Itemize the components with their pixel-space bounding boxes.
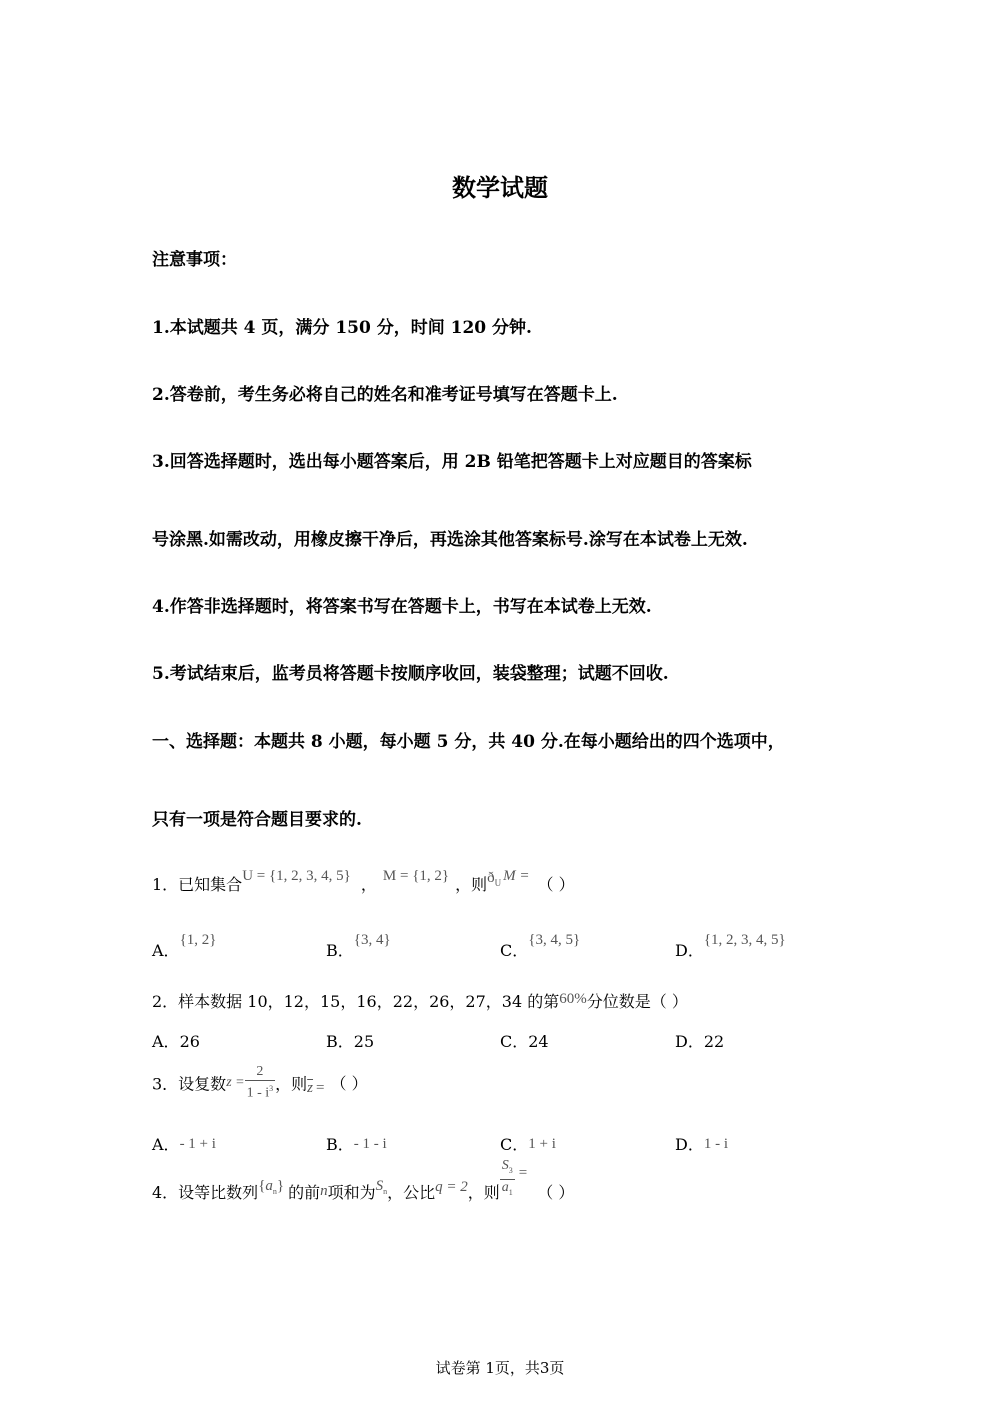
option-label: A． [152, 1135, 180, 1154]
q2-option-b [326, 1029, 374, 1052]
option-value: {1, 2} [179, 932, 217, 948]
option-value: 26 [179, 1032, 200, 1051]
denominator-base: 1 - i [246, 1085, 270, 1101]
option-label: C． [500, 1135, 529, 1154]
question-3-prefix: 3．设复数 [152, 1074, 227, 1094]
question-2-prefix: 2．样本数据 10，12，15，16，22，26，27，34 的第 [152, 992, 560, 1011]
z-conjugate: $\overline{z}$ [307, 1080, 314, 1097]
section-heading-cont: 只有一项是符合题目要求的. [152, 810, 362, 830]
complement-subscript: U [494, 878, 502, 888]
target-set: M = [503, 868, 530, 884]
option-value: 25 [353, 1032, 375, 1051]
fraction-denominator [245, 1081, 276, 1102]
set-m: M = {1, 2} [382, 868, 450, 884]
option-value: 22 [703, 1032, 725, 1051]
equals-sign: = [518, 1164, 528, 1181]
question-1 [152, 868, 575, 896]
q2-option-a [152, 1029, 200, 1052]
section-heading: 一、选择题：本题共 8 小题，每小题 5 分，共 40 分.在每小题给出的四个选项中， [152, 732, 785, 752]
option-label: B． [326, 941, 354, 960]
option-label: D． [675, 1032, 704, 1051]
question-2 [152, 989, 688, 1012]
denominator-exponent: 3 [269, 1084, 274, 1093]
fraction [245, 1064, 276, 1102]
percent-value: 60% [559, 991, 587, 1007]
fraction-numerator: 2 [245, 1064, 276, 1081]
option-value: - 1 - i [353, 1136, 387, 1152]
sum-symbol [375, 1178, 388, 1197]
option-value: 1 + i [528, 1136, 556, 1152]
question-1-prefix: 1．已知集合 [152, 875, 243, 894]
option-value: 1 - i [703, 1136, 729, 1152]
option-label: A． [152, 1032, 180, 1051]
notice-heading: 注意事项： [152, 250, 237, 270]
notice-item-3-cont: 号涂黑.如需改动，用橡皮擦干净后，再选涂其他答案标号.涂写在本试卷上无效. [152, 530, 748, 550]
q3-option-c [500, 1132, 556, 1155]
notice-item-1: 1.本试题共 4 页，满分 150 分，时间 120 分钟. [152, 318, 532, 338]
page-footer: 试卷第 1页，共3页 [435, 1359, 565, 1377]
n-variable: n [320, 1182, 328, 1199]
notice-item-2: 2.答卷前，考生务必将自己的姓名和准考证号填写在答题卡上. [152, 385, 618, 405]
separator: ， [360, 875, 377, 894]
question-3 [152, 1064, 368, 1102]
answer-paren: （ ） [537, 875, 575, 894]
answer-paren: （ ） [330, 1074, 368, 1094]
option-value: {3, 4, 5} [528, 932, 581, 948]
complement-mark: ð [487, 870, 495, 886]
q3-option-b [326, 1132, 387, 1155]
then-text: ，则 [455, 875, 488, 894]
text-sum-is: 项和为 [327, 1182, 376, 1202]
complement-symbol [487, 870, 501, 886]
q1-option-d [675, 932, 786, 961]
option-label: D． [675, 1135, 704, 1154]
sequence-term: a [265, 1178, 273, 1195]
equals-sign: = [316, 1080, 325, 1097]
numerator-term: S [501, 1158, 509, 1173]
ratio-value: q = 2 [435, 1178, 468, 1195]
option-label: C． [500, 941, 529, 960]
question-2-suffix: 分位数是（ ） [586, 992, 688, 1011]
sum-subscript: n [383, 1187, 388, 1197]
z-equals: z = [226, 1074, 245, 1090]
notice-item-5: 5.考试结束后，监考员将答题卡按顺序收回，装袋整理；试题不回收. [152, 664, 669, 684]
denominator-subscript: 1 [508, 1187, 513, 1197]
notice-item-3: 3.回答选择题时，选出每小题答案后，用 2B 铅笔把答题卡上对应题目的答案标 [152, 452, 752, 472]
ratio-fraction [500, 1158, 515, 1201]
question-4 [152, 1158, 575, 1213]
q3-option-a [152, 1132, 216, 1155]
q2-option-d [675, 1029, 724, 1052]
then-text: ，则 [275, 1074, 308, 1094]
option-label: A． [152, 941, 180, 960]
q3-option-d [675, 1132, 728, 1155]
answer-paren: （ ） [537, 1182, 575, 1202]
fraction-denominator [500, 1180, 515, 1201]
notice-item-4: 4.作答非选择题时，将答案书写在答题卡上，书写在本试卷上无效. [152, 597, 652, 617]
option-label: B． [326, 1135, 354, 1154]
q2-option-c [500, 1029, 549, 1052]
question-4-prefix: 4．设等比数列 [152, 1182, 259, 1202]
option-value: - 1 + i [179, 1136, 216, 1152]
text-ratio: ，公比 [387, 1182, 436, 1202]
numerator-subscript: 3 [508, 1165, 513, 1175]
set-u: U = {1, 2, 3, 4, 5} [242, 868, 351, 884]
q1-option-c [500, 932, 581, 961]
denominator-term: a [501, 1179, 509, 1195]
option-label: D． [675, 941, 704, 960]
option-label: C． [500, 1032, 529, 1051]
option-value: {1, 2, 3, 4, 5} [703, 932, 786, 948]
option-label: B． [326, 1032, 354, 1051]
option-value: 24 [528, 1032, 549, 1051]
text-of-first: 的前 [288, 1182, 321, 1202]
page-title: 数学试题 [452, 174, 548, 202]
q1-option-a [152, 932, 217, 961]
q1-option-b [326, 932, 391, 961]
sum-term: S [375, 1178, 384, 1195]
sequence-subscript: n [272, 1187, 277, 1197]
fraction-numerator [500, 1158, 515, 1180]
then-text: ，则 [467, 1182, 500, 1202]
sequence: $\{a_n\}$ [258, 1178, 285, 1197]
option-value: {3, 4} [353, 932, 391, 948]
